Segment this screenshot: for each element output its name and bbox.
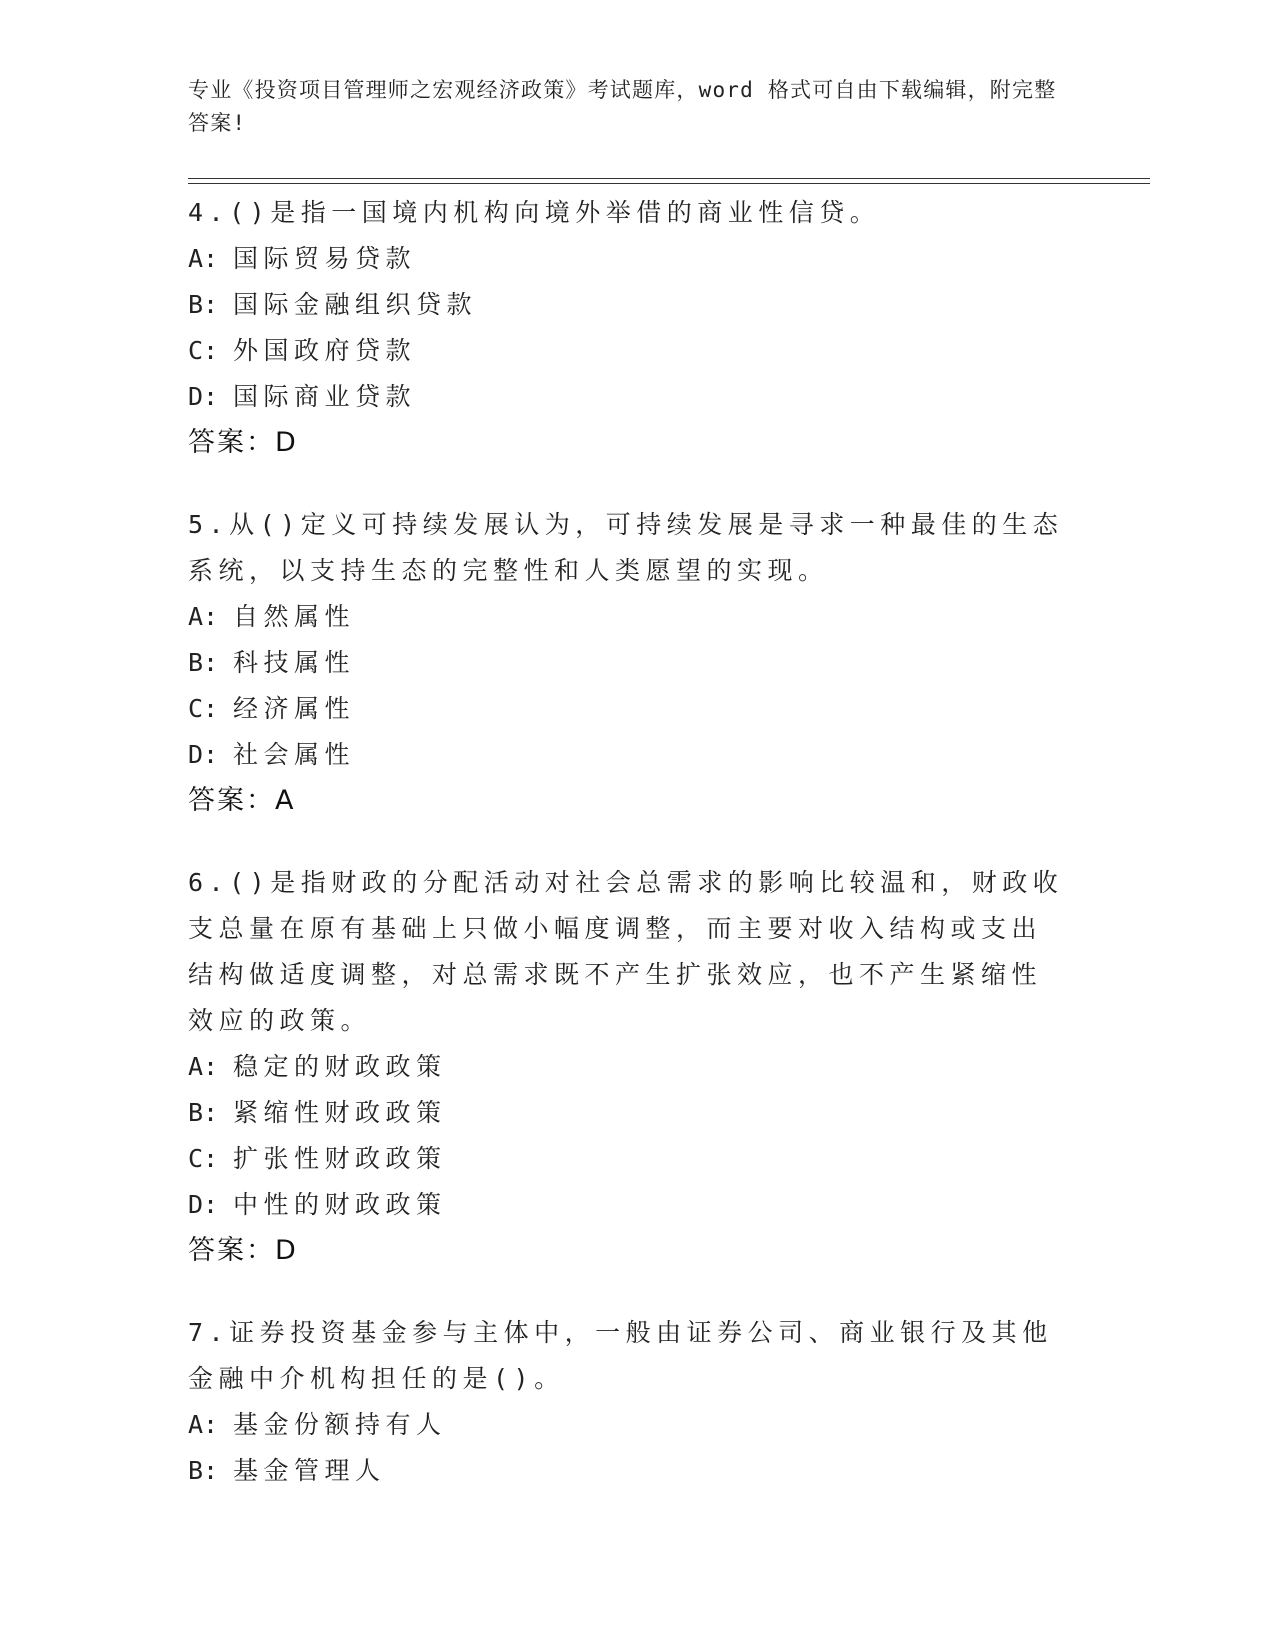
question-list (188, 190, 1068, 1530)
option-letter: D: (188, 740, 219, 769)
option-text: 国际贸易贷款 (233, 244, 417, 273)
option-d (188, 732, 1068, 778)
option-text: 基金管理人 (233, 1456, 386, 1485)
option-letter: B: (188, 648, 219, 677)
option-text: 自然属性 (233, 602, 356, 631)
header-divider-bottom (188, 183, 1150, 184)
question-stem: 5.从()定义可持续发展认为，可持续发展是寻求一种最佳的生态系统，以支持生态的完整性和人类愿望的实现。 (188, 510, 1064, 585)
option-text: 基金份额持有人 (233, 1410, 447, 1439)
question-6 (188, 860, 1068, 1274)
option-d (188, 374, 1068, 420)
option-text: 国际金融组织贷款 (233, 290, 478, 319)
option-text: 紧缩性财政政策 (233, 1098, 447, 1127)
option-a (188, 1044, 1068, 1090)
question-5 (188, 502, 1068, 824)
document-header: 专业《投资项目管理师之宏观经济政策》考试题库，word 格式可自由下载编辑，附完整答案! (188, 78, 1057, 135)
header-divider-top (188, 178, 1150, 179)
option-c (188, 328, 1068, 374)
option-letter: A: (188, 1052, 219, 1081)
option-b (188, 1090, 1068, 1136)
option-d (188, 1182, 1068, 1228)
option-b (188, 1448, 1068, 1494)
option-text: 经济属性 (233, 694, 356, 723)
option-letter: D: (188, 382, 219, 411)
option-letter: C: (188, 1144, 219, 1173)
answer: 答案：A (188, 785, 296, 816)
question-stem: 6.()是指财政的分配活动对社会总需求的影响比较温和，财政收支总量在原有基础上只做小幅度调整，而主要对收入结构或支出结构做适度调整，对总需求既不产生扩张效应，也不产生紧缩性效应的政策。 (188, 868, 1064, 1035)
question-4 (188, 190, 1068, 466)
option-a (188, 236, 1068, 282)
option-letter: A: (188, 1410, 219, 1439)
option-text: 国际商业贷款 (233, 382, 417, 411)
answer: 答案：D (188, 1235, 298, 1266)
option-letter: C: (188, 336, 219, 365)
option-letter: B: (188, 290, 219, 319)
option-letter: B: (188, 1456, 219, 1485)
question-stem: 7.证券投资基金参与主体中，一般由证券公司、商业银行及其他金融中介机构担任的是()。 (188, 1318, 1053, 1393)
option-a (188, 594, 1068, 640)
option-text: 中性的财政政策 (233, 1190, 447, 1219)
option-b (188, 282, 1068, 328)
option-text: 科技属性 (233, 648, 356, 677)
option-text: 社会属性 (233, 740, 356, 769)
option-b (188, 640, 1068, 686)
option-c (188, 686, 1068, 732)
option-a (188, 1402, 1068, 1448)
option-c (188, 1136, 1068, 1182)
option-letter: A: (188, 602, 219, 631)
option-letter: A: (188, 244, 219, 273)
option-letter: C: (188, 694, 219, 723)
option-letter: D: (188, 1190, 219, 1219)
option-letter: B: (188, 1098, 219, 1127)
question-stem: 4.()是指一国境内机构向境外举借的商业性信贷。 (188, 198, 881, 227)
option-text: 外国政府贷款 (233, 336, 417, 365)
option-text: 扩张性财政政策 (233, 1144, 447, 1173)
answer: 答案：D (188, 427, 298, 458)
question-7 (188, 1310, 1068, 1494)
option-text: 稳定的财政政策 (233, 1052, 447, 1081)
